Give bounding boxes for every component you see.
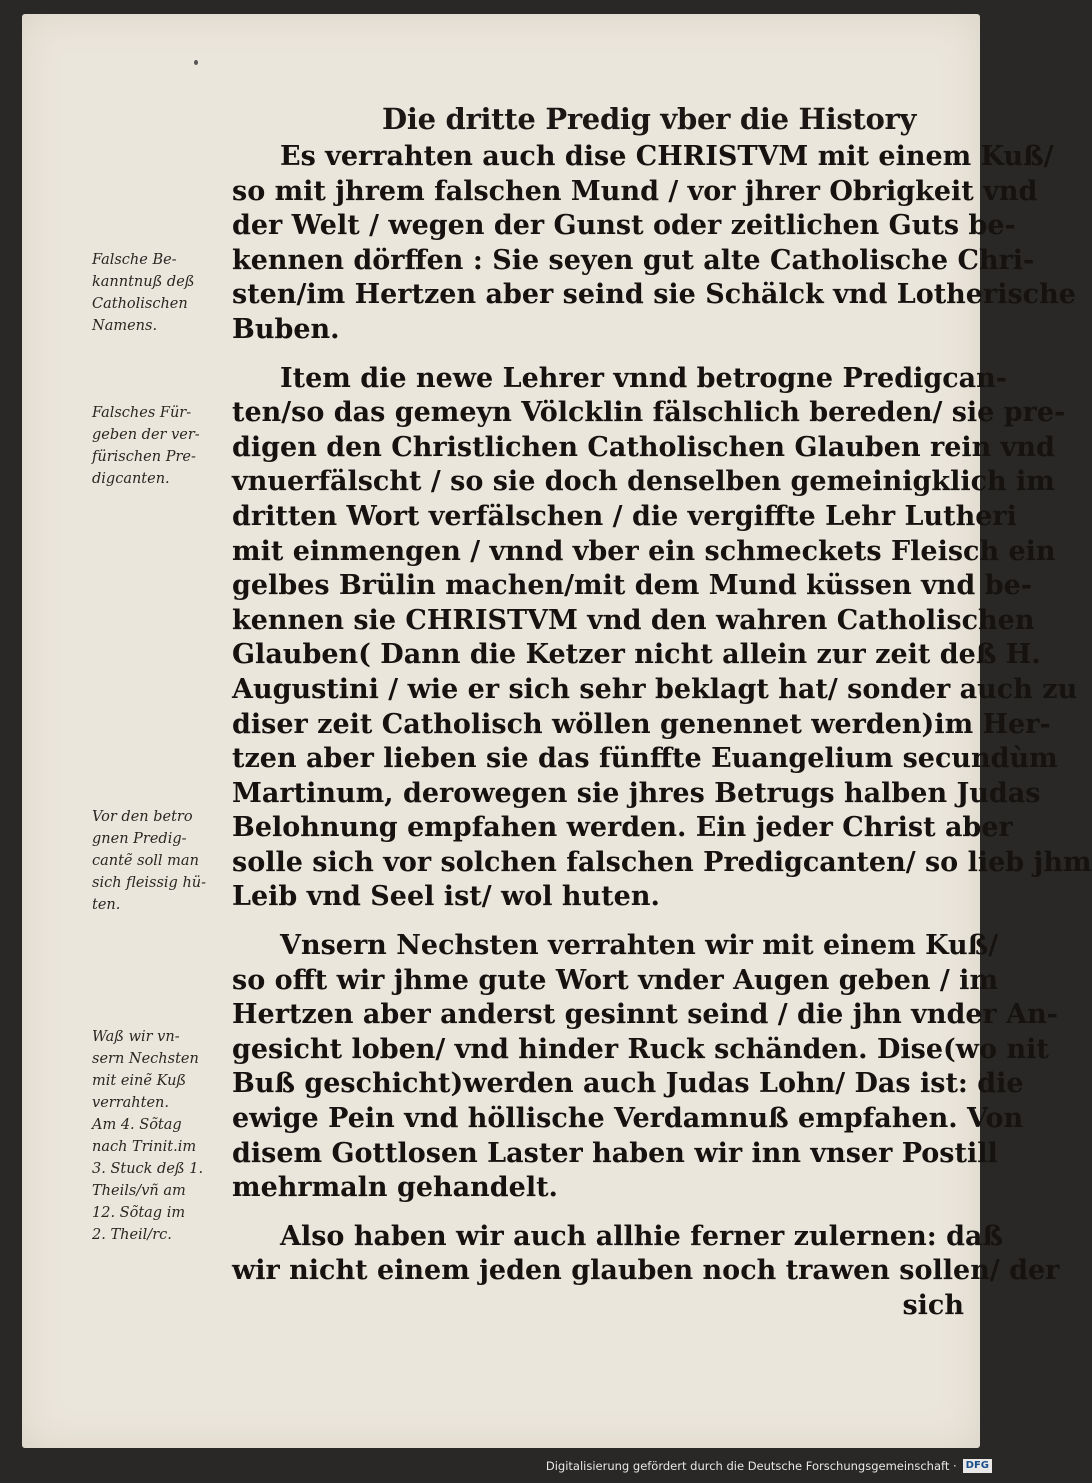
marginal-line: Falsches Für- <box>92 405 192 421</box>
text-line: so offt wir jhme gute Wort vnder Augen geben / im <box>232 964 999 996</box>
text-line: vnuerfälscht / so sie doch denselben gemeinigklich im <box>232 466 1055 498</box>
text-line: diser zeit Catholisch wöllen genennet werden)im Her- <box>232 708 1051 740</box>
text-line: Also haben wir auch allhie ferner zulernen: daß <box>280 1220 1003 1252</box>
marginal-line: mit einẽ Kuß <box>92 1073 187 1089</box>
text-line: disem Gottlosen Laster haben wir inn vnser Postill <box>232 1137 998 1169</box>
text-line: mehrmaln gehandelt. <box>232 1172 558 1204</box>
text-line: ten/so das gemeyn Völcklin fälschlich bereden/ sie pre- <box>232 397 1066 429</box>
marginal-line: sich fleissig hü- <box>92 875 207 891</box>
footer-text: Digitalisierung gefördert durch die Deutsche Forschungsgemeinschaft · <box>545 1459 957 1473</box>
text-line: gelbes Brülin machen/mit dem Mund küssen vnd be- <box>232 570 1032 602</box>
marginal-line: Catholischen <box>92 296 188 312</box>
marginal-line: Falsche Be- <box>92 252 177 268</box>
marginal-line: geben der ver- <box>92 427 200 443</box>
text-line: der Welt / wegen der Gunst oder zeitlichen Guts be- <box>232 210 1016 242</box>
marginal-line: 3. Stuck deß 1. <box>92 1161 204 1177</box>
marginal-line: sern Nechsten <box>92 1051 199 1067</box>
marginal-line: Vor den betro <box>92 809 193 825</box>
text-line: kennen dörffen : Sie seyen gut alte Catholische Chri- <box>232 244 1035 276</box>
text-line: Martinum, derowegen sie jhres Betrugs halben Judas <box>232 777 1041 809</box>
marginal-line: Waß wir vn- <box>92 1029 180 1045</box>
digitization-footer <box>545 1456 992 1476</box>
ink-speck <box>194 60 198 65</box>
marginal-line: Am 4. Sõtag <box>92 1117 182 1133</box>
text-line: Glauben( Dann die Ketzer nicht allein zur zeit deß H. <box>232 639 1041 671</box>
marginal-line: verrahten. <box>92 1095 169 1111</box>
paragraph-gap <box>232 348 972 362</box>
paragraph-gap <box>232 915 972 929</box>
text-line: dritten Wort verfälschen / die vergiffte Lehr Lutheri <box>232 500 1017 532</box>
text-line: sich <box>902 1290 964 1321</box>
text-line: Hertzen aber anderst gesinnt seind / die jhn vnder An- <box>232 999 1058 1031</box>
text-line: mit einmengen / vnnd vber ein schmeckets Fleisch ein <box>232 535 1056 567</box>
dfg-logo: DFG <box>963 1459 992 1473</box>
marginal-note-1 <box>92 249 232 337</box>
marginal-line: fürischen Pre- <box>92 449 196 465</box>
marginal-note-2 <box>92 402 232 490</box>
text-line: sten/im Hertzen aber seind sie Schälck vnd Lotherische <box>232 279 1076 311</box>
paragraph-gap <box>232 1206 972 1220</box>
text-line: Belohnung empfahen werden. Ein jeder Christ aber <box>232 812 1013 844</box>
marginal-line: nach Trinit.im <box>92 1139 197 1155</box>
text-line: kennen sie CHRISTVM vnd den wahren Catholischen <box>232 604 1035 636</box>
marginal-note-3 <box>92 806 232 916</box>
marginal-line: 12. Sõtag im <box>92 1205 186 1221</box>
text-line: gesicht loben/ vnd hinder Ruck schänden. Dise(wo nit <box>232 1033 1049 1065</box>
book-page <box>22 14 1092 1448</box>
text-line: so mit jhrem falschen Mund / vor jhrer Obrigkeit vnd <box>232 175 1038 207</box>
text-line: Leib vnd Seel ist/ wol huten. <box>232 881 660 913</box>
text-line: Vnsern Nechsten verrahten wir mit einem Kuß/ <box>280 930 999 962</box>
marginal-line: cantẽ soll man <box>92 853 199 869</box>
text-line: Buben. <box>232 313 340 345</box>
marginal-line: ten. <box>92 897 121 913</box>
text-line: solle sich vor solchen falschen Predigcanten/ so lieb jhm <box>232 846 1092 878</box>
text-line: ewige Pein vnd höllische Verdamnuß empfahen. Von <box>232 1103 1024 1135</box>
text-line: digen den Christlichen Catholischen Glauben rein vnd <box>232 431 1055 463</box>
marginal-line: Theils/vñ am <box>92 1183 186 1199</box>
marginal-line: kanntnuß deß <box>92 274 195 290</box>
text-line: Item die newe Lehrer vnnd betrogne Predigcan- <box>280 362 1007 394</box>
marginal-note-4 <box>92 1026 232 1246</box>
text-line: Augustini / wie er sich sehr beklagt hat/ sonder auch zu <box>232 673 1078 705</box>
running-head: Die dritte Predig vber die History <box>382 102 917 136</box>
marginal-line: digcanten. <box>92 471 170 487</box>
text-line: tzen aber lieben sie das fünffte Euangelium secundùm <box>232 743 1058 775</box>
text-line: Buß geschicht)werden auch Judas Lohn/ Das ist: die <box>232 1068 1024 1100</box>
main-text-block <box>232 140 1092 1324</box>
text-line: wir nicht einem jeden glauben noch trawen sollen/ der <box>232 1255 1060 1287</box>
marginal-line: gnen Predig- <box>92 831 187 847</box>
text-line: Es verrahten auch dise CHRISTVM mit einem Kuß/ <box>280 141 1054 172</box>
marginal-line: Namens. <box>92 318 158 334</box>
marginal-line: 2. Theil/rc. <box>92 1227 172 1243</box>
